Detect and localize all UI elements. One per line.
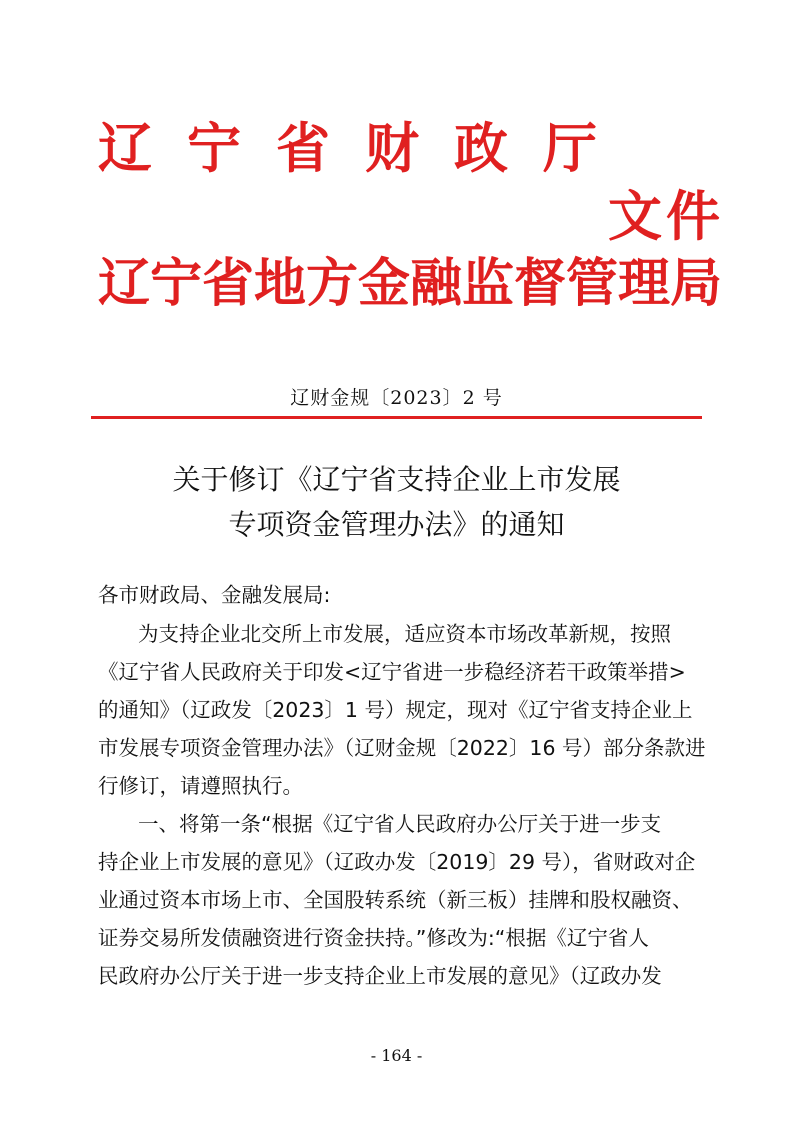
body-line: 市发展专项资金管理办法》（辽财金规〔2022〕16 号）部分条款进 — [98, 736, 706, 760]
body-line: 为支持企业北交所上市发展，适应资本市场改革新规，按照 — [138, 622, 671, 646]
document-title-line-1: 关于修订《辽宁省支持企业上市发展 — [172, 463, 621, 496]
body-line: 证券交易所发债融资进行资金扶持。”修改为:“根据《辽宁省人 — [98, 926, 649, 950]
body-line: 《辽宁省人民政府关于印发<辽宁省进一步稳经济若干政策举措> — [98, 660, 686, 684]
body-line: 的通知》（辽政发〔2023〕1 号）规定，现对《辽宁省支持企业上 — [98, 698, 693, 722]
document-number: 辽财金规〔2023〕2 号 — [290, 387, 503, 409]
salutation: 各市财政局、金融发展局: — [98, 583, 331, 607]
body-line: 业通过资本市场上市、全国股转系统（新三板）挂牌和股权融资、 — [98, 888, 693, 912]
issuer-name-financial-regulator: 辽宁省地方金融监督管理局 — [98, 254, 723, 314]
body-line: 一、将第一条“根据《辽宁省人民政府办公厅关于进一步支 — [138, 812, 662, 836]
document-label: 文件 — [608, 185, 724, 248]
document-title-line-2: 专项资金管理办法》的通知 — [228, 508, 565, 541]
body-line: 民政府办公厅关于进一步支持企业上市发展的意见》（辽政办发 — [98, 964, 662, 988]
page-number: - 164 - — [370, 1046, 423, 1065]
body-line: 行修订，请遵照执行。 — [98, 774, 303, 798]
issuer-name-finance-dept: 辽宁省财政厅 — [98, 117, 632, 180]
body-line: 持企业上市发展的意见》（辽政办发〔2019〕29 号），省财政对企 — [98, 850, 696, 874]
header-divider — [91, 416, 702, 419]
